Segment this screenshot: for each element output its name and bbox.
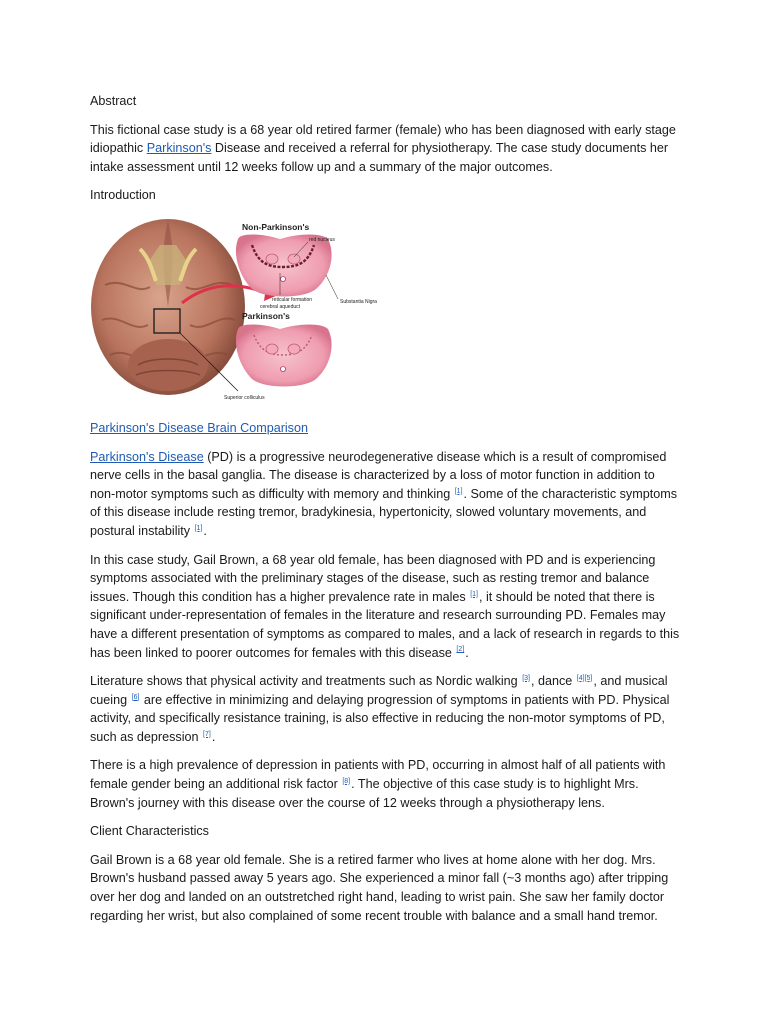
client-paragraph: Gail Brown is a 68 year old female. She is a retired farmer who lives at home alone with her dog. Mrs. Brown's husband passed away 5 years ago. She experienced a minor fall (~3 months ago) after tripping over her dog and landed on an outstretched right hand, leading to wrist pain. She saw her family doctor regarding her wrist, but also complained of some recent trouble with balance and a small hand tremor. xyxy=(90,852,669,923)
citation-link[interactable]: [7] xyxy=(203,730,211,738)
parkinsons-link[interactable]: Parkinson's xyxy=(146,141,212,156)
svg-text:Parkinson's: Parkinson's xyxy=(242,310,290,321)
citation-link[interactable]: [2] xyxy=(456,646,465,654)
citation-link[interactable]: [6] xyxy=(131,693,140,701)
brain-comparison-figure xyxy=(90,215,390,405)
abstract-heading: Abstract xyxy=(90,94,137,108)
figure-caption-link[interactable]: Parkinson's Disease Brain Comparison xyxy=(90,420,308,435)
introduction-heading: Introduction xyxy=(90,188,156,203)
figure-caption xyxy=(90,419,680,438)
svg-text:Non-Parkinson's: Non-Parkinson's xyxy=(242,221,310,232)
citation-link[interactable]: [8] xyxy=(342,777,351,785)
intro-paragraph-3: Literature shows that physical activity and treatments such as Nordic walking [3], dance [4][5], and musical cueing [6] are effective in minimizing and delaying progression of symptoms in patients with PD. Physical activity, and specifically resistance training, is also effective in reducing the non-motor symptoms of PD, such as depression [7]. xyxy=(90,674,670,744)
intro-paragraph-1: Parkinson's Disease (PD) is a progressive neurodegenerative disease which is a result of compromised nerve cells in the basal ganglia. The disease is characterized by a loss of motor function in addition to non-motor symptoms such as difficulty with memory and thinking [1]. Some of the characteristic symptoms of this disease include resting tremor, bradykinesia, hypertonicity, slowed voluntary movements, and postural instability [1]. xyxy=(90,449,677,538)
non-parkinsons-midbrain xyxy=(236,222,335,297)
document-content xyxy=(90,92,680,935)
parkinsons-midbrain xyxy=(236,324,332,386)
client-characteristics-heading: Client Characteristics xyxy=(90,824,209,839)
intro-paragraph-2: In this case study, Gail Brown, a 68 year old female, has been diagnosed with PD and is experiencing symptoms associated with the preliminary stages of the disease, such as resting tremor and balance issues. Though this condition has a higher prevalence rate in males [1], it should be noted that there is significant under-representation of females in the literature and research surrounding PD. Females may have a different presentation of symptoms as compared to males, and a lack of research in regards to this has been linked to poorer outcomes for females with this disease [2]. xyxy=(90,552,680,660)
citation-link[interactable]: [4][5] xyxy=(576,674,593,682)
superior-colliculus-label: Superior colliculus xyxy=(224,394,265,401)
svg-text:reticular formation: reticular formation xyxy=(272,296,313,303)
citation-link[interactable]: [1] xyxy=(194,524,203,532)
abstract-paragraph: This fictional case study is a 68 year old retired farmer (female) who has been diagnosed with early stage idiopathic Parkinson's Disease and received a referral for physiotherapy. The case study documents her intake assessment until 12 weeks follow up and a summary of the major outcomes. xyxy=(90,122,676,174)
citation-link[interactable]: [1] xyxy=(454,487,463,495)
parkinsons-disease-link[interactable]: Parkinson's Disease xyxy=(90,449,204,464)
intro-paragraph-4: There is a high prevalence of depression in patients with PD, occurring in almost half of all patients with female gender being an additional risk factor [8]. The objective of this case study is to highlight Mrs. Brown's journey with this disease over the course of 12 weeks through a physiotherapy lens. xyxy=(90,758,666,810)
citation-link[interactable]: [3] xyxy=(522,674,530,682)
svg-text:red nucleus: red nucleus xyxy=(309,236,335,243)
citation-link[interactable]: [1] xyxy=(470,590,478,598)
svg-text:cerebral aqueduct: cerebral aqueduct xyxy=(260,303,301,310)
svg-text:Substantia Nigra: Substantia Nigra xyxy=(340,298,377,305)
